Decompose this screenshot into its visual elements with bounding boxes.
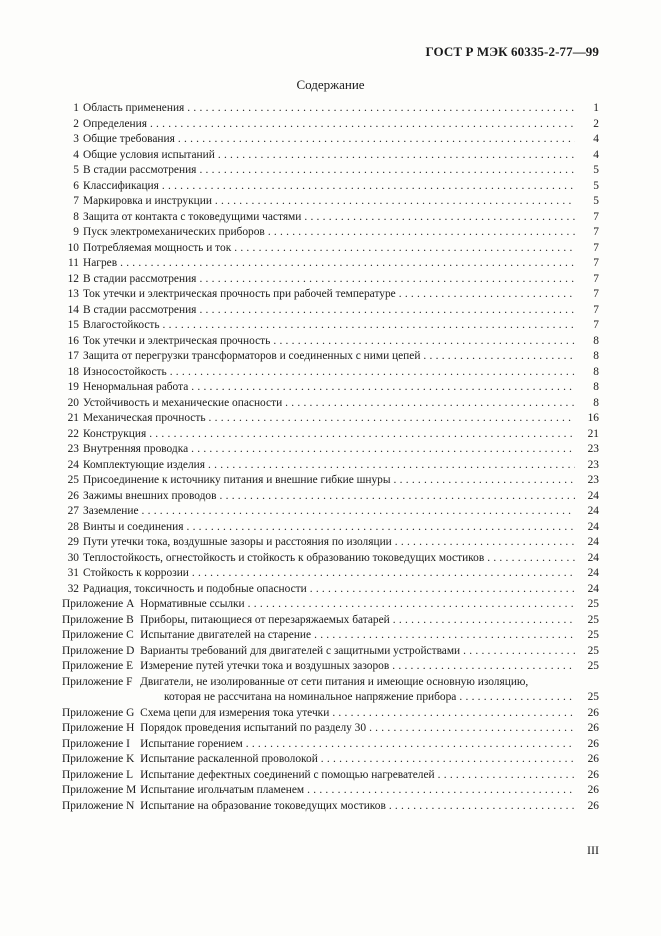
toc-appendix-entry[interactable] (62, 799, 599, 815)
appendix-title: Варианты требований для двигателей с защитными устройствами (140, 644, 461, 657)
toc-entry-title: Стойкость к коррозии (83, 567, 189, 579)
toc-leader-dots (285, 396, 575, 412)
toc-leader-dots (423, 349, 575, 365)
appendix-title-continuation: которая не рассчитана на номинальное напряжение прибора (164, 691, 457, 703)
toc-entry[interactable] (62, 473, 599, 489)
toc-entry[interactable] (62, 225, 599, 241)
toc-leader-dots (304, 210, 575, 226)
appendix-letter: B (126, 613, 134, 626)
toc-entry-title: Определения (83, 117, 147, 130)
toc-entry-number: 18 (67, 365, 79, 378)
toc-entry-page: 24 (587, 582, 599, 595)
toc-entry-title: Маркировка и инструкции (83, 195, 212, 207)
toc-entry[interactable] (62, 272, 599, 288)
toc-entry-number: 29 (67, 536, 79, 548)
toc-entry-page: 5 (593, 164, 599, 176)
appendix-title: Приборы, питающиеся от перезаряжаемых батарей (140, 613, 390, 626)
toc-leader-dots (246, 737, 575, 753)
toc-entry-page: 23 (587, 474, 599, 486)
toc-leader-dots (120, 256, 575, 272)
toc-entry-page: 24 (587, 489, 599, 502)
toc-entry-page: 8 (593, 381, 599, 393)
toc-entry-page: 7 (593, 303, 599, 316)
toc-entry[interactable] (62, 365, 599, 381)
toc-leader-dots (209, 411, 575, 427)
toc-entry-page: 23 (587, 443, 599, 455)
toc-entry-title: Заземление (83, 505, 139, 517)
toc-entry-title: Теплостойкость, огнестойкость и стойкость к образованию токоведущих мостиков (83, 551, 485, 564)
toc-entry[interactable] (62, 303, 599, 319)
appendix-title: Испытание игольчатым пламенем (140, 784, 305, 796)
appendix-label: Приложение (62, 613, 124, 626)
toc-leader-dots (187, 101, 575, 117)
toc-entry-title: Защита от перегрузки трансформаторов и соединенных с ними цепей (83, 350, 421, 362)
toc-entry-number: 21 (67, 412, 79, 424)
toc-entry-page: 24 (587, 567, 599, 579)
appendix-letter: I (126, 737, 130, 750)
toc-entry-title: Внутренняя проводка (83, 443, 189, 455)
toc-leader-dots (392, 659, 575, 675)
appendix-letter: K (126, 753, 135, 765)
toc-leader-dots (389, 799, 575, 815)
toc-leader-dots (215, 194, 575, 210)
toc-appendix-entry[interactable] (62, 783, 599, 799)
toc-leader-dots (438, 768, 575, 784)
toc-entry-title: В стадии рассмотрения (83, 303, 197, 316)
toc-appendix-entry[interactable] (62, 628, 599, 644)
toc-entry-page: 26 (587, 784, 599, 796)
toc-entry-page: 26 (587, 722, 599, 734)
toc-entry-number: 20 (67, 396, 79, 409)
toc-entry-number: 11 (68, 257, 79, 269)
toc-leader-dots (208, 458, 575, 474)
toc-leader-dots (142, 504, 575, 520)
appendix-letter: M (126, 784, 137, 796)
toc-leader-dots (192, 566, 575, 582)
toc-entry-page: 4 (593, 133, 599, 145)
toc-appendix-entry[interactable] (62, 659, 599, 675)
appendix-title: Испытание на образование токоведущих мостиков (140, 799, 386, 812)
toc-entry-number: 4 (73, 148, 79, 161)
toc-entry-title: Общие требования (83, 133, 175, 145)
toc-leader-dots (150, 117, 575, 133)
appendix-label: Приложение (62, 660, 124, 672)
toc-entry-title: Механическая прочность (83, 412, 206, 424)
toc-leader-dots (199, 303, 575, 319)
toc-entry-title: Влагостойкость (83, 319, 160, 331)
toc-appendix-entry[interactable] (62, 675, 599, 691)
toc-entry-number: 23 (67, 443, 79, 455)
toc-entry-page: 24 (587, 551, 599, 564)
toc-leader-dots (178, 132, 575, 148)
appendix-letter: L (126, 768, 134, 781)
toc-entry[interactable] (62, 504, 599, 520)
toc-entry-number: 31 (67, 567, 79, 579)
toc-entry-title: Износостойкость (83, 365, 167, 378)
appendix-label: Приложение (62, 644, 124, 657)
toc-entry[interactable] (62, 101, 599, 117)
toc-entry-number: 7 (73, 195, 79, 207)
toc-entry-number: 15 (67, 319, 79, 331)
toc-leader-dots (191, 442, 575, 458)
toc-entry-title: Присоединение к источнику питания и внешние гибкие шнуры (83, 474, 391, 486)
toc-entry-title: Защита от контакта с токоведущими частями (83, 210, 302, 223)
toc-entry-page: 8 (593, 350, 599, 362)
toc-appendix-entry[interactable] (62, 752, 599, 768)
toc-leader-dots (395, 535, 575, 551)
appendix-letter: E (126, 660, 134, 672)
toc-entry[interactable] (62, 132, 599, 148)
toc-entry[interactable] (62, 318, 599, 334)
toc-entry-page: 7 (593, 241, 599, 254)
toc-leader-dots (394, 473, 575, 489)
toc-entry-title: В стадии рассмотрения (83, 272, 197, 285)
appendix-title: Испытание раскаленной проволокой (140, 753, 318, 765)
appendix-label: Приложение (62, 706, 124, 719)
toc-entry-page: 25 (587, 629, 599, 641)
toc-entry-page: 25 (587, 691, 599, 703)
appendix-letter: N (126, 799, 135, 812)
appendix-title: Испытание дефектных соединений с помощью нагревателей (140, 768, 435, 781)
toc-entry-page: 8 (593, 334, 599, 347)
toc-entry-page: 16 (587, 412, 599, 424)
toc-appendix-entry[interactable] (62, 613, 599, 629)
toc-leader-dots (268, 225, 575, 241)
toc-leader-dots (149, 427, 575, 443)
toc-entry-page: 1 (593, 102, 599, 114)
toc-entry-page: 2 (593, 117, 599, 130)
toc-entry[interactable] (62, 148, 599, 164)
toc-leader-dots (186, 520, 575, 536)
toc-entry-page: 7 (593, 257, 599, 269)
toc-entry-number: 5 (73, 164, 79, 176)
toc-leader-dots (332, 706, 575, 722)
toc-entry-title: Ненормальная работа (83, 381, 189, 393)
appendix-title: Измерение путей утечки тока и воздушных зазоров (140, 660, 390, 672)
toc-leader-dots (463, 644, 575, 660)
toc-entry-title: Конструкция (83, 427, 147, 440)
toc-entry[interactable] (62, 489, 599, 505)
toc-appendix-entry[interactable] (62, 721, 599, 737)
toc-entry[interactable] (62, 194, 599, 210)
toc-entry-number: 8 (73, 210, 79, 223)
toc-entry[interactable] (62, 117, 599, 133)
toc-entry-title: Устойчивость и механические опасности (83, 396, 283, 409)
toc-entry-title: Область применения (83, 102, 185, 114)
toc-entry-page: 7 (593, 288, 599, 300)
toc-leader-dots (170, 365, 575, 381)
toc-entry[interactable] (62, 396, 599, 412)
appendix-label: Приложение (62, 799, 124, 812)
toc-leader-dots (393, 613, 575, 629)
toc-leader-dots (369, 721, 575, 737)
appendix-label: Приложение (62, 753, 124, 765)
toc-entry-page: 26 (587, 753, 599, 765)
toc-leader-dots (218, 148, 575, 164)
toc-appendix-entry[interactable] (62, 706, 599, 722)
appendix-letter: G (126, 706, 135, 719)
toc-entry-number: 1 (73, 102, 79, 114)
toc-leader-dots (399, 287, 575, 303)
toc-entry-number: 3 (73, 133, 79, 145)
toc-entry-title: Классификация (83, 179, 159, 192)
toc-entry[interactable] (62, 566, 599, 582)
toc-entry[interactable] (62, 256, 599, 272)
toc-entry-number: 2 (73, 117, 79, 130)
toc-entry-page: 7 (593, 226, 599, 238)
appendix-label: Приложение (62, 737, 124, 750)
toc-entry-page: 25 (587, 613, 599, 626)
toc-entry-page: 24 (587, 520, 599, 533)
appendix-title: Порядок проведения испытаний по разделу 30 (140, 722, 367, 734)
toc-entry[interactable] (62, 163, 599, 179)
toc-entry-number: 22 (67, 427, 79, 440)
appendix-title: Нормативные ссылки (140, 598, 245, 610)
toc-leader-dots (314, 628, 575, 644)
toc-entry-page: 25 (587, 598, 599, 610)
toc-entry[interactable] (62, 442, 599, 458)
toc-entry-number: 25 (67, 474, 79, 486)
toc-entry-number: 17 (67, 350, 79, 362)
toc-leader-dots (321, 752, 575, 768)
toc-title: Содержание (296, 77, 365, 92)
toc-entry-number: 12 (67, 272, 79, 285)
toc-entry-page: 7 (593, 210, 599, 223)
toc-entry-page: 26 (587, 799, 599, 812)
toc-entry-page: 25 (587, 660, 599, 672)
appendix-label: Приложение (62, 629, 124, 641)
appendix-label: Приложение (62, 598, 124, 610)
toc-entry[interactable] (62, 411, 599, 427)
toc-leader-dots (199, 163, 575, 179)
toc-entry-title: Радиация, токсичность и подобные опасности (83, 582, 307, 595)
toc-entry[interactable] (62, 210, 599, 226)
toc-entry-title: Нагрев (83, 257, 118, 269)
appendix-letter: A (126, 598, 135, 610)
toc-entry-page: 26 (587, 768, 599, 781)
appendix-letter: D (126, 644, 135, 657)
toc-entry-number: 14 (67, 303, 79, 316)
toc-entry[interactable] (62, 427, 599, 443)
toc-entry-number: 32 (67, 582, 79, 595)
toc-entry-page: 5 (593, 179, 599, 192)
toc-entry[interactable] (62, 535, 599, 551)
toc-entry-number: 26 (67, 489, 79, 502)
appendix-label: Приложение (62, 675, 124, 688)
toc-entry-title: Ток утечки и электрическая прочность (83, 334, 271, 347)
document-code-header: ГОСТ Р МЭК 60335-2-77—99 (425, 44, 599, 59)
toc-entry-page: 8 (593, 396, 599, 409)
toc-entry-page: 21 (587, 427, 599, 440)
toc-entry-title: Общие условия испытаний (83, 148, 215, 161)
appendix-letter: C (126, 629, 134, 641)
appendix-label: Приложение (62, 784, 124, 796)
toc-entry-page: 8 (593, 365, 599, 378)
toc-leader-dots (307, 783, 575, 799)
toc-leader-dots (310, 582, 575, 598)
page-number: III (587, 843, 599, 857)
toc-entry-title: Пути утечки тока, воздушные зазоры и расстояния по изоляции (83, 536, 392, 548)
toc-leader-dots (163, 318, 575, 334)
table-of-contents (62, 101, 599, 814)
appendix-title: Схема цепи для измерения тока утечки (140, 706, 330, 719)
toc-appendix-entry[interactable] (62, 597, 599, 613)
toc-leader-dots (220, 489, 576, 505)
toc-entry-page: 24 (587, 505, 599, 517)
appendix-label: Приложение (62, 768, 124, 781)
toc-entry[interactable] (62, 287, 599, 303)
toc-leader-dots (248, 597, 575, 613)
toc-entry-page: 26 (587, 737, 599, 750)
toc-appendix-entry[interactable] (62, 768, 599, 784)
toc-entry[interactable] (62, 520, 599, 536)
toc-entry-number: 16 (67, 334, 79, 347)
toc-entry-page: 4 (593, 148, 599, 161)
toc-entry-number: 28 (67, 520, 79, 533)
toc-entry-number: 30 (67, 551, 79, 564)
toc-entry[interactable] (62, 551, 599, 567)
toc-entry-title: Ток утечки и электрическая прочность при рабочей температуре (83, 288, 396, 300)
appendix-label: Приложение (62, 722, 124, 734)
appendix-title: Двигатели, не изолированные от сети питания и имеющие основную изоляцию, (140, 675, 529, 688)
toc-entry-number: 10 (67, 241, 79, 254)
toc-appendix-entry-continuation[interactable] (62, 690, 599, 706)
toc-entry-title: Зажимы внешних проводов (83, 489, 217, 502)
toc-leader-dots (487, 551, 575, 567)
toc-entry-title: Комплектующие изделия (83, 458, 205, 471)
toc-entry-number: 6 (73, 179, 79, 192)
toc-entry[interactable] (62, 380, 599, 396)
toc-entry[interactable] (62, 582, 599, 598)
toc-entry-number: 9 (73, 226, 79, 238)
toc-entry-page: 25 (587, 644, 599, 657)
toc-appendix-entry[interactable] (62, 644, 599, 660)
toc-leader-dots (234, 241, 575, 257)
toc-entry-title: Пуск электромеханических приборов (83, 226, 265, 238)
toc-entry-page: 5 (593, 195, 599, 207)
appendix-letter: H (126, 722, 135, 734)
toc-entry-page: 23 (587, 458, 599, 471)
toc-entry-title: Потребляемая мощность и ток (83, 241, 232, 254)
toc-entry[interactable] (62, 458, 599, 474)
toc-appendix-entry[interactable] (62, 737, 599, 753)
toc-entry[interactable] (62, 179, 599, 195)
toc-entry-number: 19 (67, 381, 79, 393)
toc-entry-number: 24 (67, 458, 79, 471)
appendix-title: Испытание двигателей на старение (140, 629, 312, 641)
toc-leader-dots (191, 380, 575, 396)
toc-entry-title: Винты и соединения (83, 520, 184, 533)
toc-entry-page: 24 (587, 536, 599, 548)
toc-entry[interactable] (62, 349, 599, 365)
toc-leader-dots (273, 334, 575, 350)
appendix-title: Испытание горением (140, 737, 243, 750)
toc-entry[interactable] (62, 241, 599, 257)
toc-leader-dots (459, 690, 575, 706)
appendix-letter: F (126, 675, 133, 688)
toc-leader-dots (162, 179, 575, 195)
toc-entry[interactable] (62, 334, 599, 350)
toc-entry-page: 26 (587, 706, 599, 719)
toc-entry-number: 13 (67, 288, 79, 300)
toc-leader-dots (199, 272, 575, 288)
toc-entry-title: В стадии рассмотрения (83, 164, 197, 176)
toc-entry-page: 7 (593, 272, 599, 285)
toc-entry-number: 27 (67, 505, 79, 517)
toc-entry-page: 7 (593, 319, 599, 331)
